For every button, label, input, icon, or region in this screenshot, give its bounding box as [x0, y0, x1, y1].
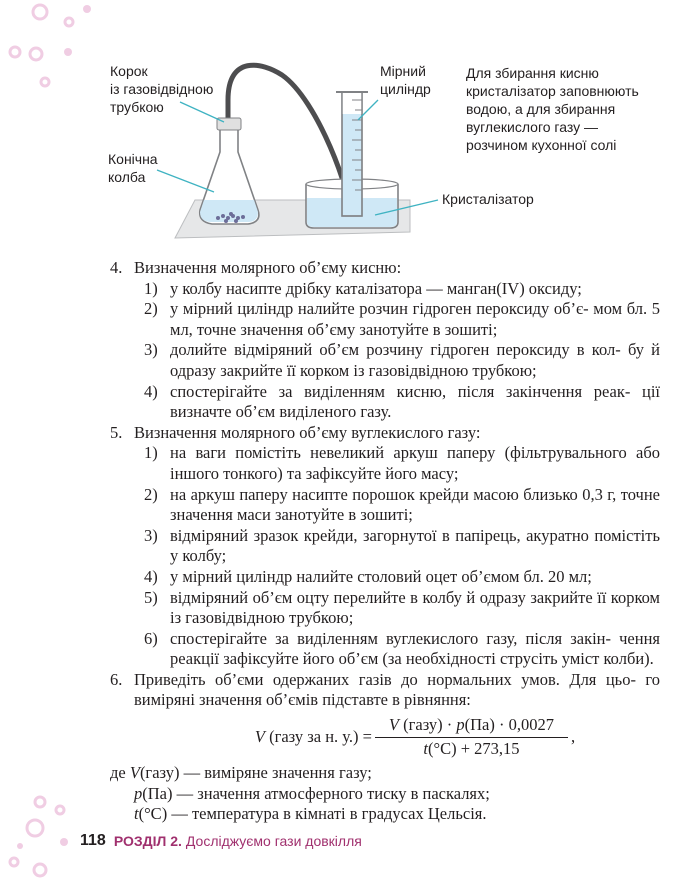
definition-line: p(Па) — значення атмосферного тиску в паскалях;: [134, 783, 490, 803]
section-5-item: 3) відміряний зразок крейди, загорнутої в папірець, акуратно помістіть у колбу;: [144, 525, 660, 566]
page-number: 118: [80, 832, 106, 849]
volume-formula: V (газу за н. у.) = $\frac{\text{V (газу) · p(Па) · 0,0027}}{t(^\circ C) + 273,15}$ ,: [254, 714, 576, 758]
definition-line: t(°C) — температура в кімнаті в градусах Цельсія.: [134, 804, 487, 824]
instructions: [110, 258, 660, 825]
page-footer: [80, 830, 362, 852]
section-6: 6. Приведіть об’єми одержаних газів до нормальних умов. Для цьо- го виміряні значення об’ємів підставте в рівняння:: [110, 669, 660, 710]
section-5-item: 5) відміряний об’єм оцту перелийте в колбу й одразу закрийте її корком із газовідвідною трубкою;: [144, 587, 660, 628]
section-5-item: 4) у мірний циліндр налийте столовий оцет об’ємом бл. 20 мл;: [144, 566, 592, 586]
apparatus-figure: [0, 0, 695, 255]
label-cylinder: Мірний циліндр: [380, 63, 431, 97]
label-crystallizer: Кристалізатор: [442, 191, 534, 207]
section-5-item: 6) спостерігайте за виділенням вуглекислого газу, після закін- чення реакції зафіксуйте його об’єм (за необхідності струсіть уміст колби).: [144, 628, 660, 669]
label-stopper: Корок із газовідвідною трубкою: [110, 63, 214, 115]
section-4-item: 3) долийте відміряний об’єм розчину гідроген пероксиду в кол- бу й одразу закрийте її корком із газовідвідною трубкою;: [144, 340, 660, 380]
chapter-label: РОЗДІЛ 2.: [113, 833, 182, 849]
section-4-item: 2) у мірний циліндр налийте розчин гідроген пероксиду об’є- мом бл. 5 мл, точне значення об’єму занотуйте в зошиті;: [144, 299, 660, 339]
section-5-title: 5. Визначення молярного об’єму вуглекислого газу:: [110, 422, 481, 442]
section-4-item: 1) у колбу насипте дрібку каталізатора — манган(IV) оксиду;: [144, 278, 582, 298]
chapter-title: Досліджуємо гази довкілля: [185, 833, 362, 849]
section-5-item: 1) на ваги помістіть невеликий аркуш паперу (фільтрувального або іншого тонкого) та зафіксуйте його масу;: [144, 443, 660, 483]
formula-fraction: $\frac{\text{V (газу) · p(Па) · 0,0027}}{t(^\circ C) + 273,15}$: [375, 715, 568, 759]
label-flask: Конічна колба: [108, 151, 158, 185]
section-4-item: 4) спостерігайте за виділенням кисню, після закінчення реак- ції визначте об’єм виділеного газу.: [144, 381, 660, 422]
definition-line: де V(газу) — виміряне значення газу;: [110, 763, 372, 783]
section-5-item: 2) на аркуш паперу насипте порошок крейди масою близько 0,3 г, точне значення маси занотуйте в зошиті;: [144, 484, 660, 525]
section-4-title: 4. Визначення молярного об’єму кисню:: [110, 258, 402, 277]
label-note: Для збирання кисню кристалізатор заповнюють водою, а для збирання вуглекислого газу — розчином кухонної солі: [466, 65, 639, 153]
